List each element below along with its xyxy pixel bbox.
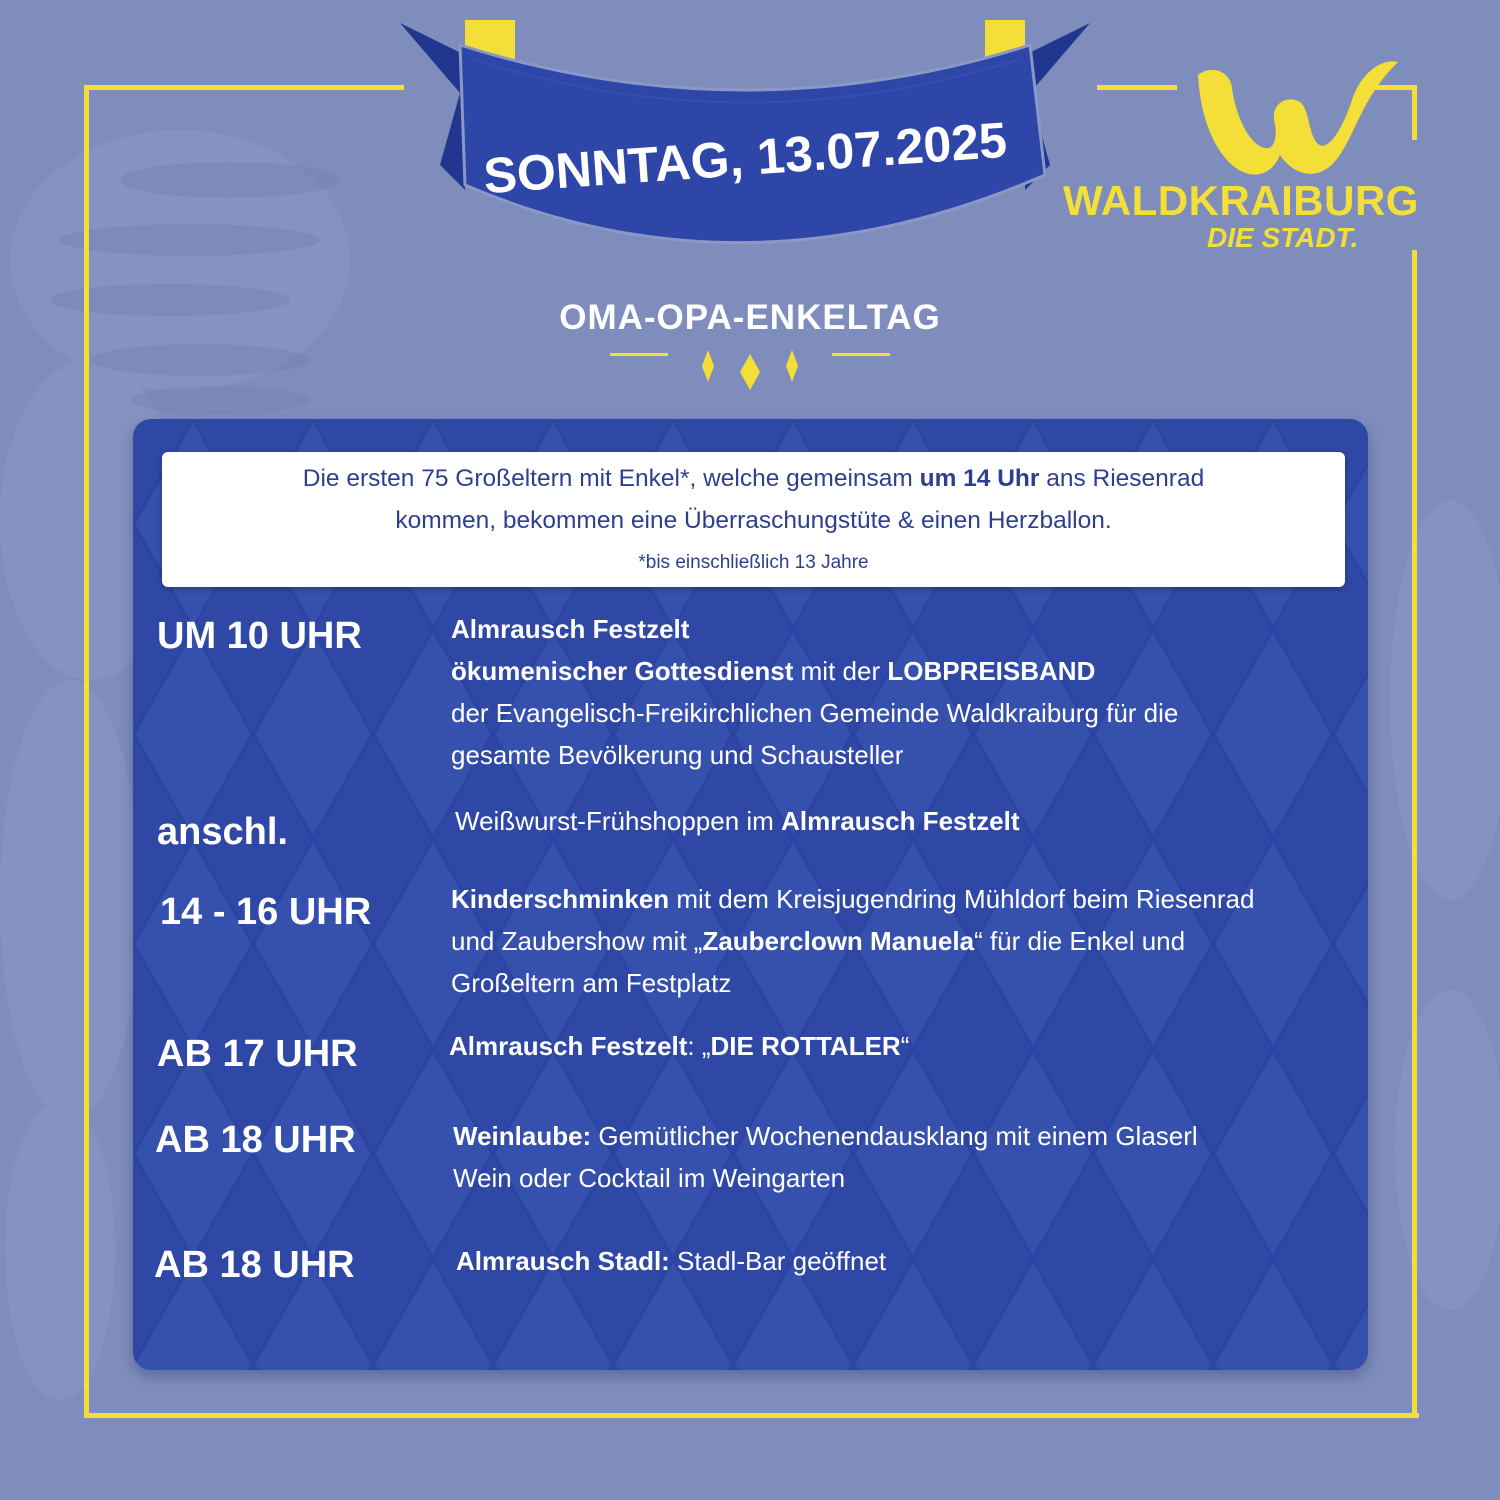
- text: : „: [687, 1031, 711, 1061]
- text: Weißwurst-Frühshoppen im: [455, 806, 782, 836]
- schedule-description: [456, 1240, 886, 1282]
- frame-left: [84, 85, 89, 1418]
- text: Großeltern am Festplatz: [451, 968, 732, 998]
- highlight: Zauberclown Manuela: [702, 926, 975, 956]
- text: Stadl-Bar geöffnet: [669, 1246, 887, 1276]
- location: Almrausch Stadl:: [456, 1246, 670, 1276]
- schedule-time: UM 10 UHR: [157, 615, 362, 657]
- schedule-time: AB 17 UHR: [157, 1033, 358, 1075]
- notice-line2: kommen, bekommen eine Überraschungstüte & einen Herzballon.: [395, 507, 1112, 534]
- date-banner: [395, 15, 1095, 260]
- location: Almrausch Festzelt: [449, 1031, 688, 1061]
- notice-text: Die ersten 75 Großeltern mit Enkel*, welche gemeinsam: [302, 465, 920, 492]
- text: mit der: [793, 656, 888, 686]
- schedule-description: [453, 1115, 1198, 1199]
- highlight: ökumenischer Gottesdienst: [451, 656, 794, 686]
- text: Gemütlicher Wochenendausklang mit einem Glaserl: [591, 1121, 1198, 1151]
- notice-text: ans Riesenrad: [1039, 465, 1205, 492]
- text: mit dem Kreisjugendring Mühldorf beim Riesenrad: [669, 884, 1255, 914]
- diamond-divider-icon: [605, 340, 895, 400]
- schedule-time: anschl.: [157, 811, 288, 853]
- text: “ für die Enkel und: [974, 926, 1186, 956]
- highlight: LOBPREISBAND: [887, 656, 1096, 686]
- notice-line1: [162, 464, 1345, 494]
- notice-footnote: *bis einschließlich 13 Jahre: [638, 552, 869, 573]
- location: Weinlaube:: [453, 1121, 592, 1151]
- text: “: [900, 1031, 910, 1061]
- schedule-description: [451, 878, 1254, 1004]
- logo-tagline: DIE STADT.: [1207, 222, 1359, 253]
- location: Almrausch Festzelt: [451, 614, 690, 644]
- text: Wein oder Cocktail im Weingarten: [453, 1163, 846, 1193]
- highlight: DIE ROTTALER: [710, 1031, 901, 1061]
- frame-top-left: [84, 85, 404, 90]
- banner-date: SONNTAG, 13.07.2025: [481, 111, 1009, 205]
- notice-box: [162, 452, 1345, 587]
- schedule-time: AB 18 UHR: [155, 1119, 356, 1161]
- frame-bottom: [84, 1413, 1419, 1418]
- text: der Evangelisch-Freikirchlichen Gemeinde Waldkraiburg für die: [451, 698, 1179, 728]
- location: Almrausch Festzelt: [781, 806, 1020, 836]
- event-title: OMA-OPA-ENKELTAG: [559, 298, 941, 337]
- logo-name: WALDKRAIBURG: [1063, 177, 1419, 224]
- notice-highlight: um 14 Uhr: [919, 465, 1040, 492]
- schedule-description: [451, 608, 1178, 776]
- schedule-time: AB 18 UHR: [154, 1244, 355, 1286]
- text: gesamte Bevölkerung und Schausteller: [451, 740, 904, 770]
- schedule-description: [455, 800, 1019, 842]
- schedule-time: 14 - 16 UHR: [160, 891, 372, 933]
- schedule-description: [449, 1025, 909, 1067]
- text: und Zaubershow mit „: [451, 926, 703, 956]
- highlight: Kinderschminken: [451, 884, 670, 914]
- frame-right-lower: [1412, 250, 1417, 1418]
